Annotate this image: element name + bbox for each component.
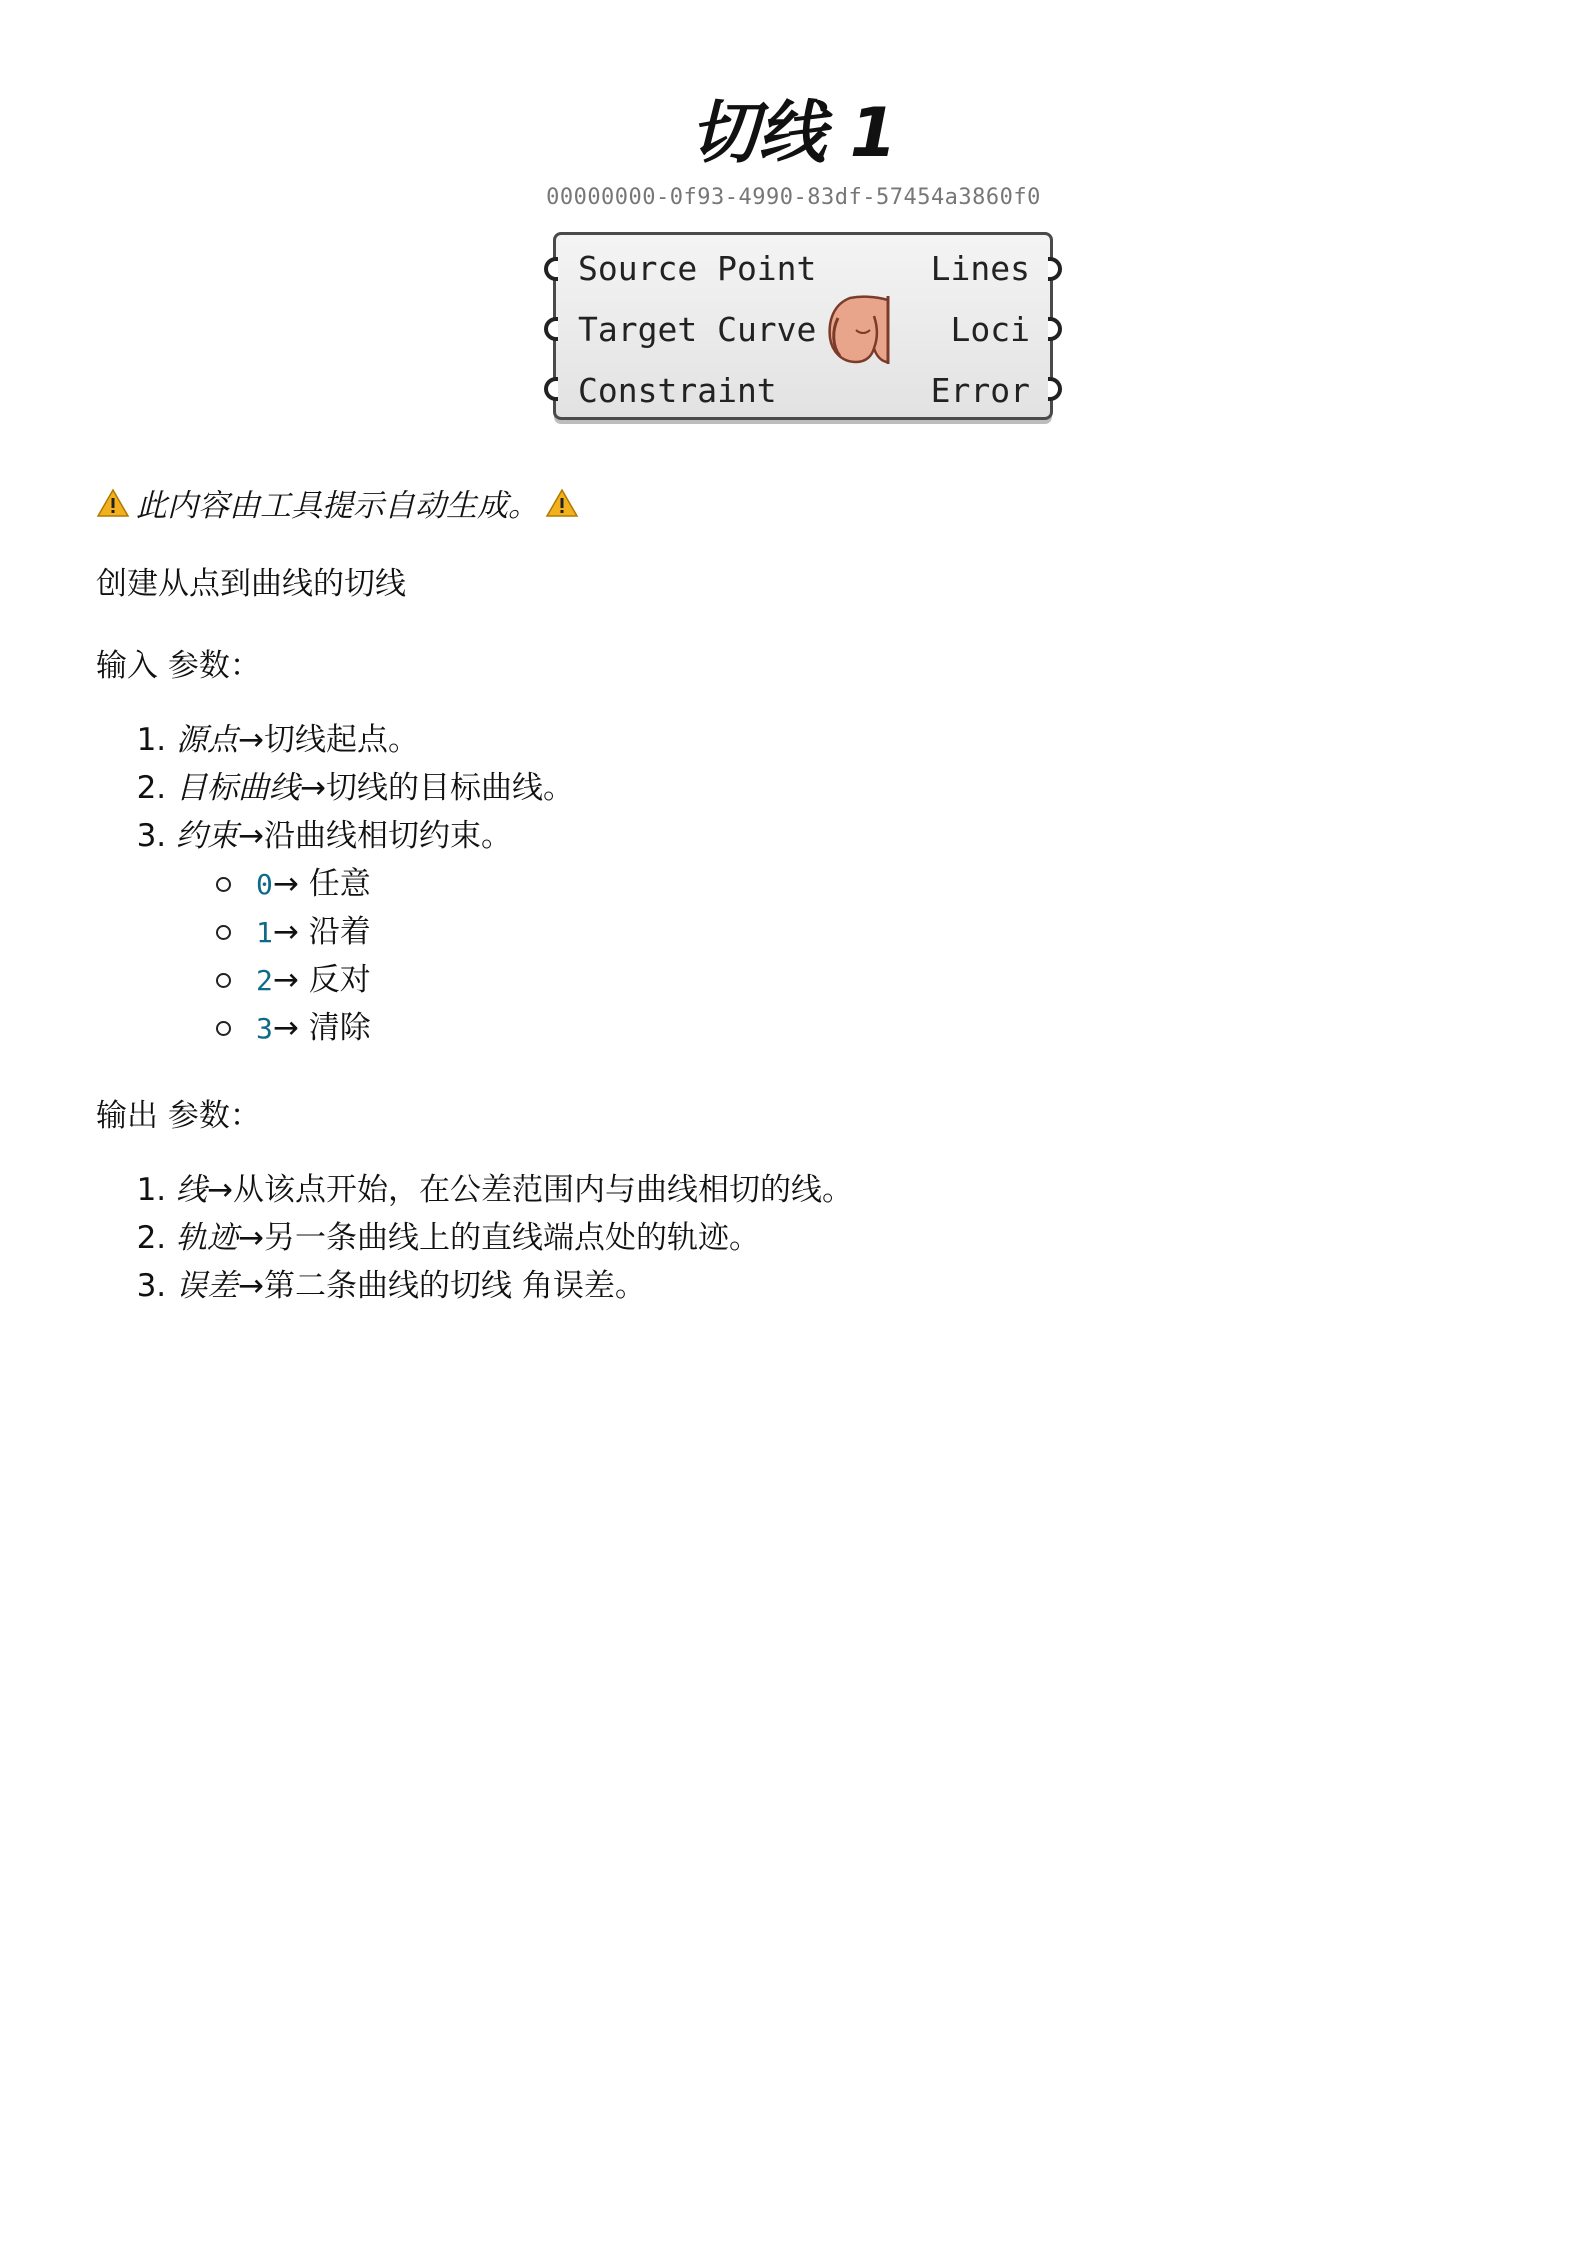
param-description: →切线的目标曲线。 [300,770,574,806]
option-label: → 反对 [272,962,371,998]
param-name: 约束 [176,818,238,854]
output-port-lines[interactable]: Lines [930,249,1030,288]
output-grip-lines[interactable] [1048,257,1062,281]
output-port-error[interactable]: Error [930,371,1030,410]
input-grip-source-point[interactable] [544,257,558,281]
auto-generated-note [96,480,579,525]
constraint-option [176,1004,574,1052]
option-code: 3 [256,1012,273,1045]
input-port-source-point[interactable]: Source Point [578,249,817,288]
param-name: 源点 [176,722,238,758]
list-item [176,812,574,1046]
option-label: → 沿着 [272,914,371,950]
tangent-curve-icon [826,290,892,368]
input-parameter-list [96,716,574,1046]
param-description: →另一条曲线上的直线端点处的轨迹。 [238,1220,760,1256]
option-code: 0 [256,868,273,901]
param-name: 目标曲线 [176,770,300,806]
list-item [176,1214,853,1262]
outputs-heading: 输出 参数： [96,1098,261,1134]
component-guid: 00000000-0f93-4990-83df-57454a3860f0 [546,185,1041,210]
param-name: 轨迹 [176,1220,238,1256]
list-item [176,764,574,812]
warning-icon [545,488,579,518]
constraint-option [176,956,574,1004]
component-node[interactable] [553,232,1053,420]
param-description: →从该点开始，在公差范围内与曲线相切的线。 [207,1172,853,1208]
constraint-option [176,860,574,908]
option-label: → 任意 [272,866,371,902]
param-description: →沿曲线相切约束。 [238,818,512,854]
output-grip-error[interactable] [1048,377,1062,401]
output-parameter-list [96,1166,853,1310]
param-name: 线 [176,1172,207,1208]
inputs-heading: 输入 参数： [96,648,261,684]
constraint-option [176,908,574,956]
param-description: →切线起点。 [238,722,419,758]
list-item [176,1166,853,1214]
option-code: 1 [256,916,273,949]
input-port-constraint[interactable]: Constraint [578,371,777,410]
note-text: 此内容由工具提示自动生成。 [136,488,539,524]
input-port-target-curve[interactable]: Target Curve [578,310,817,349]
output-port-loci[interactable]: Loci [950,310,1030,349]
component-description: 创建从点到曲线的切线 [96,566,406,602]
input-grip-target-curve[interactable] [544,317,558,341]
param-name: 误差 [176,1268,238,1304]
option-code: 2 [256,964,273,997]
page-title: 切线 1 [690,94,897,173]
param-description: →第二条曲线的切线 角误差。 [238,1268,646,1304]
input-grip-constraint[interactable] [544,377,558,401]
list-item [176,716,574,764]
output-grip-loci[interactable] [1048,317,1062,341]
list-item [176,1262,853,1310]
warning-icon [96,488,130,518]
option-label: → 清除 [272,1010,371,1046]
constraint-options [176,860,574,1052]
